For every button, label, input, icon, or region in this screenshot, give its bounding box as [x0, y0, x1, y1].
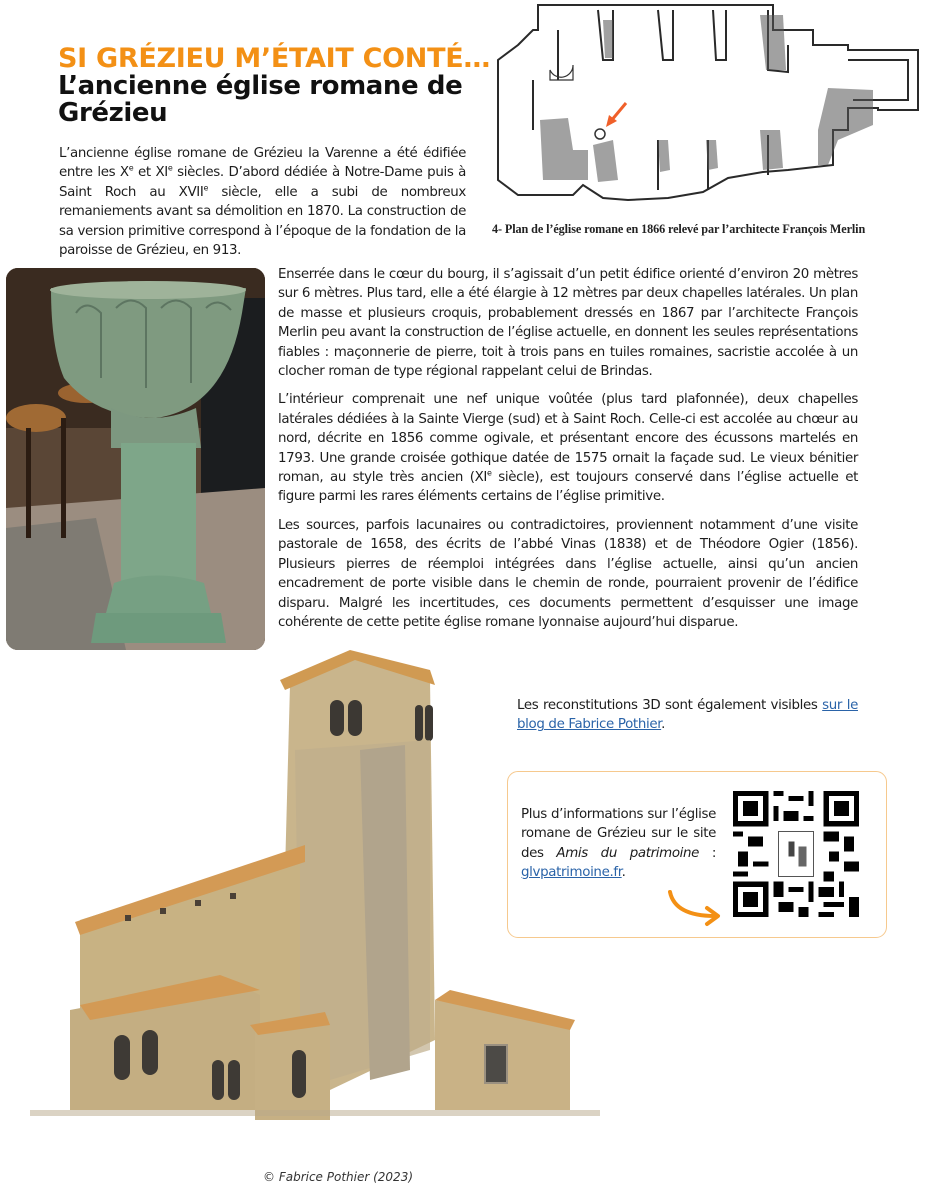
blog-link[interactable]: sur le blog de Fabrice Pothier [517, 698, 858, 733]
image-credit: © Fabrice Pothier (2023) [263, 1170, 414, 1184]
curved-arrow-icon [665, 888, 725, 928]
reconstitution-note: Les reconstitutions 3D sont également visibles sur le blog de Fabrice Pothier. [517, 698, 858, 733]
intro-paragraph: L’ancienne église romane de Grézieu la Varenne a été édifiée entre les Xe et XIe siècles. D’abord dédiée à Notre-Dame puis à Saint Roch au XVIIe siècle, elle a subi de nombreux remaniements avant sa démolition en 1870. La construction de sa version primitive correspond à l’époque de la fondation de la paroisse de Grézieu, en 913. [59, 146, 466, 259]
page-title: L’ancienne église romane de Grézieu [58, 71, 463, 128]
info-callout-text: Plus d’informations sur l’église romane de Grézieu sur le site des Amis du patrimoine : glvpatrimoine.fr. [521, 807, 716, 881]
qr-code-image [733, 790, 859, 918]
orange-arrow-icon [606, 103, 626, 127]
church-plan-figure [488, 0, 933, 212]
holy-water-font-image [6, 268, 265, 650]
spiral-staircase [550, 65, 573, 80]
plan-caption: 4- Plan de l’église romane en 1866 relevé par l’architecte François Merlin [492, 222, 866, 236]
section-kicker: SI GRÉZIEU M’ÉTAIT CONTÉ… [58, 43, 491, 74]
body-paragraph-2: L’intérieur comprenait une nef unique voûtée (plus tard plafonnée), deux chapelles latérales dédiées à la Sainte Vierge (sud) et à Saint Roch. Celle-ci est accolée au chœur au nord, décrite en 1856 comme ogivale, et présentant encore des écussons martelés en 1793. Une grande croisée gothique datée de 1575 ornait la façade sud. Le vieux bénitier roman, au style très ancien (XIe siècle), est toujours conservé dans l’église actuelle et figure parmi les rares éléments certains de l’église primitive. [278, 392, 859, 505]
benitier-marker [595, 129, 605, 139]
qr-code[interactable] [733, 790, 859, 918]
benitier-photo [6, 268, 265, 650]
qr-logo [778, 831, 813, 876]
body-paragraph-3: Les sources, parfois lacunaires ou contradictoires, proviennent notamment d’une visite pastorale de 1658, des écrits de l’abbé Vinas (1838) et de Théodore Ogier (1856). Plusieurs pierres de réemploi intégrées dans l’église actuelle, ainsi qu’un ancien encadrement de porte visible dans le chemin de ronde, pourraient provenir de l’édifice disparu. Malgré les incertitudes, ces documents permettent d’esquisser une image cohérente de cette petite église romane lyonnaise aujourd’hui disparue. [278, 517, 858, 630]
article-body [278, 265, 858, 641]
glvpatrimoine-link[interactable]: glvpatrimoine.fr [521, 865, 622, 881]
body-paragraph-1: Enserrée dans le cœur du bourg, il s’agissait d’un petit édifice orienté d’environ 20 mètres sur 6 mètres. Plus tard, elle a été élargie à 12 mètres par deux chapelles latérales. Un plan de masse et plusieurs croquis, probablement dressés en 1867 par l’architecte François Merlin peu avant la construction de l’église actuelle, en donnent les seules représentations fiables : maçonnerie de pierre, toit à trois pans en tuiles romaines, sacristie accolée à un clocher roman de type régional rappelant celui de Brindas. [278, 267, 858, 380]
floor-plan-drawing [488, 0, 933, 212]
